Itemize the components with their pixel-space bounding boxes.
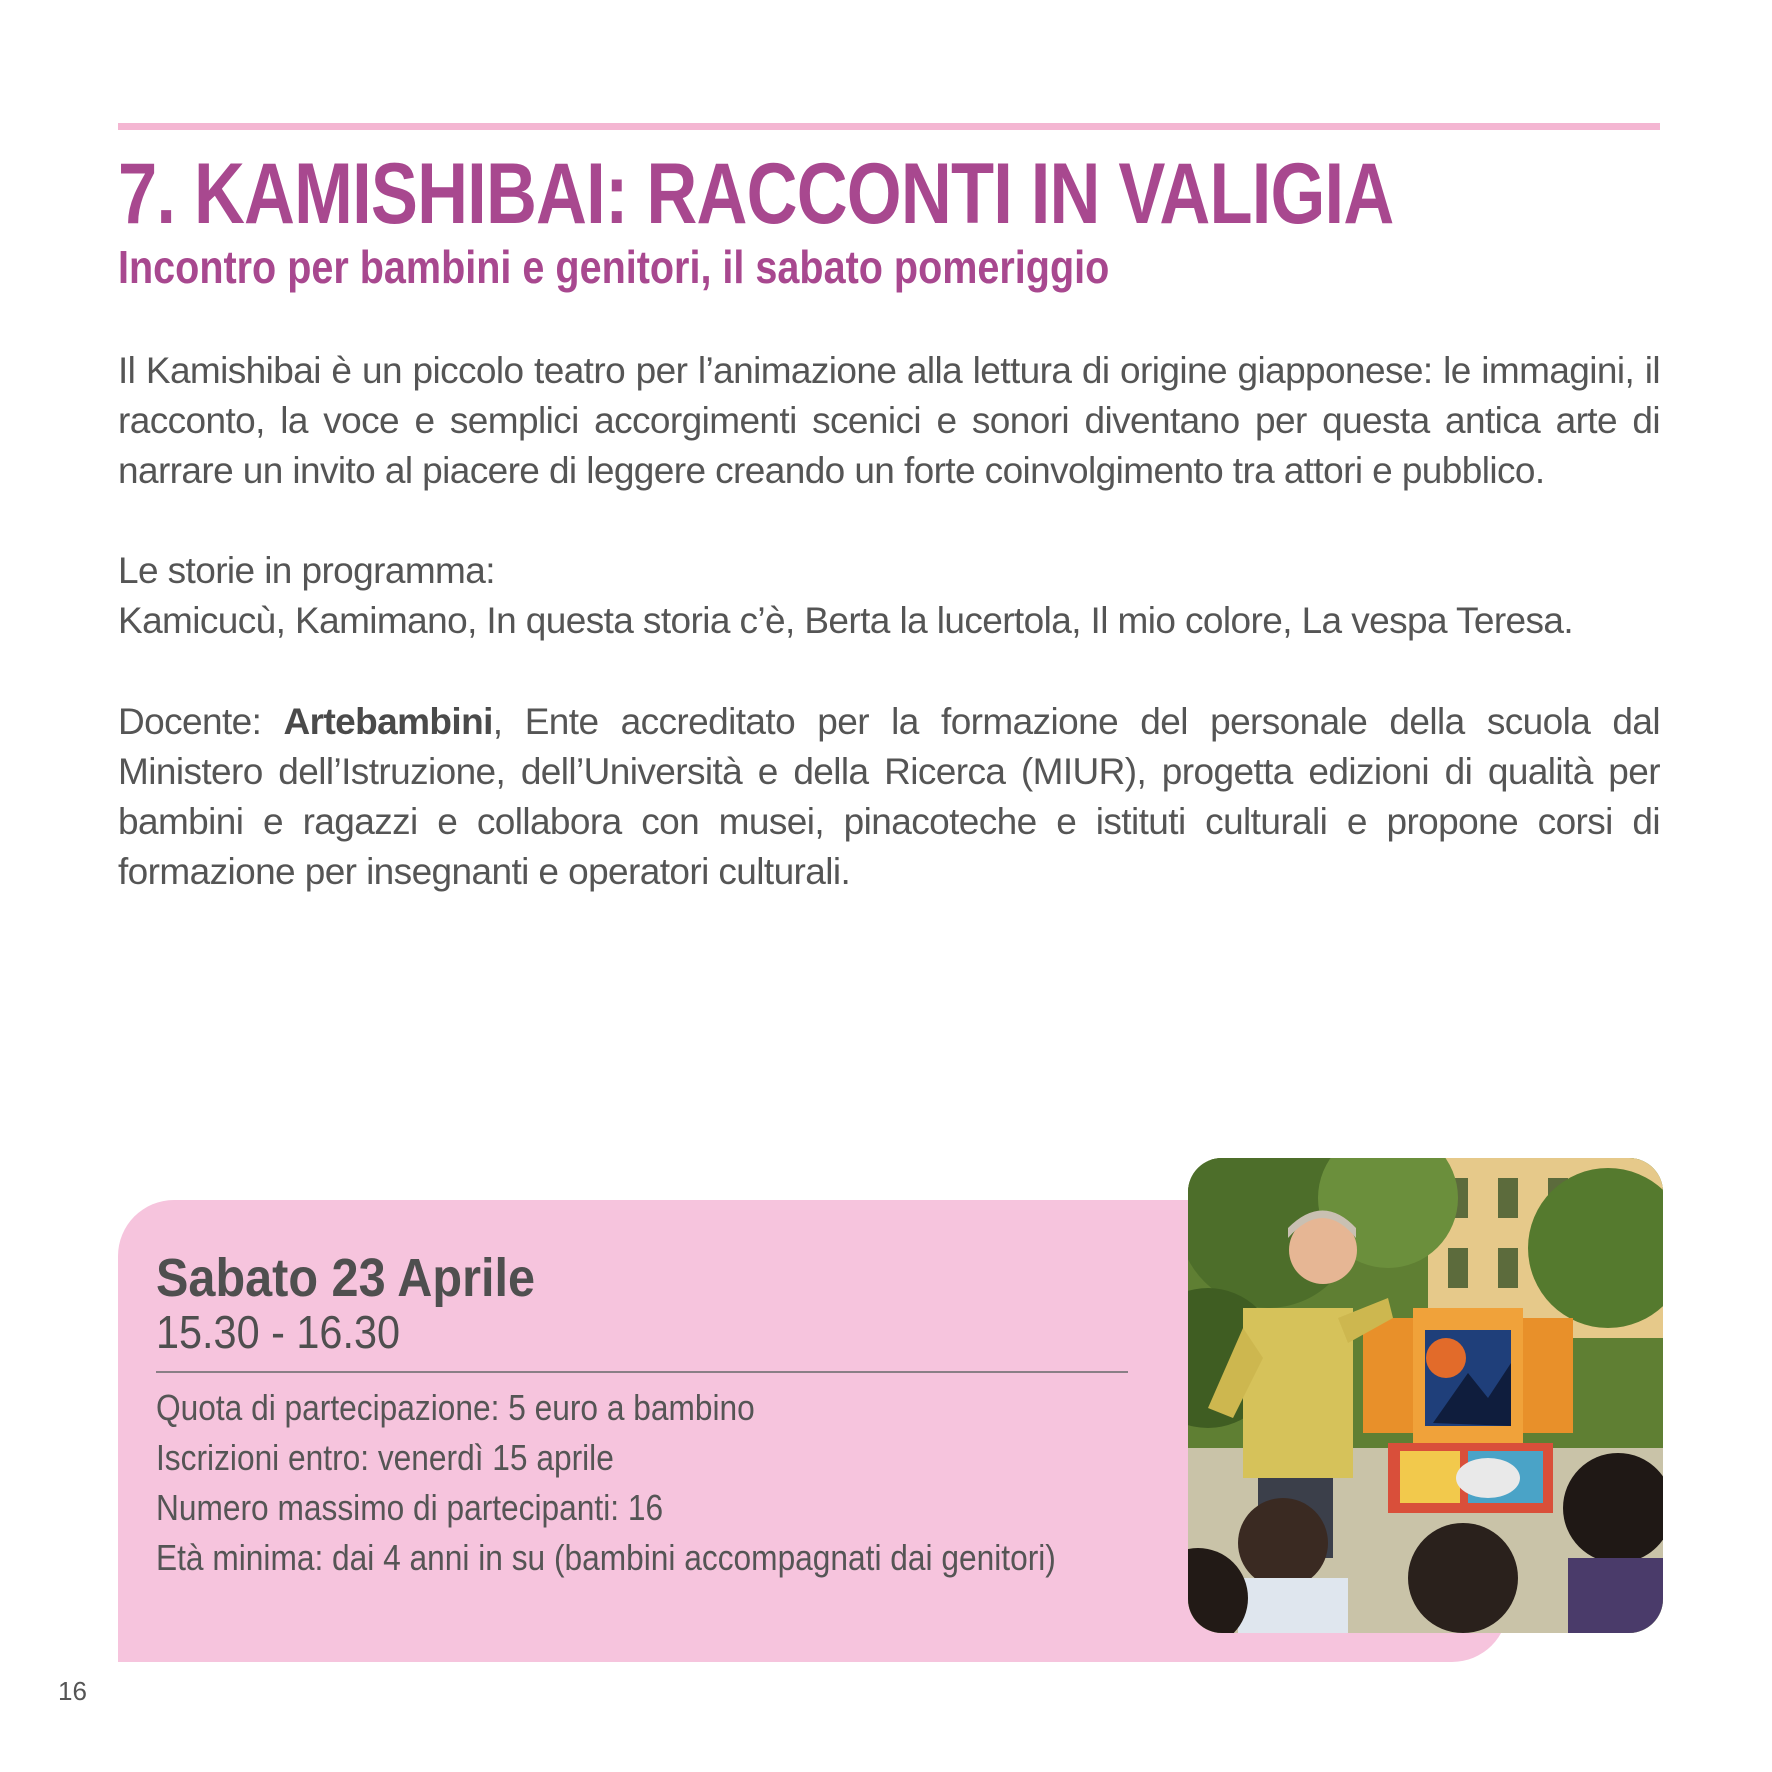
page-number: 16 bbox=[58, 1676, 87, 1706]
event-divider bbox=[156, 1371, 1128, 1373]
event-detail-registration: Iscrizioni entro: venerdì 15 aprile bbox=[156, 1437, 614, 1478]
teacher-paragraph bbox=[118, 697, 1660, 897]
page-title: 7. KAMISHIBAI: RACCONTI IN VALIGIA bbox=[118, 146, 1394, 242]
event-details bbox=[156, 1383, 1179, 1583]
teacher-prefix: Docente: bbox=[118, 701, 284, 742]
event-time: 15.30 - 16.30 bbox=[156, 1306, 400, 1358]
event-detail-fee: Quota di partecipazione: 5 euro a bambino bbox=[156, 1387, 755, 1428]
top-divider bbox=[118, 123, 1660, 130]
teacher-description: , Ente accreditato per la formazione del personale della scuola dal Ministero dell’Istruzione, dell’Università e della Ricerca (MIUR), progetta edizioni di qualità per bambini e ragazzi e collabora con musei, pinacoteche e istituti culturali e propone corsi di formazione per insegnanti e operatori culturali. bbox=[118, 701, 1660, 892]
event-date: Sabato 23 Aprile bbox=[156, 1248, 536, 1308]
page-subtitle: Incontro per bambini e genitori, il sabato pomeriggio bbox=[118, 241, 1110, 293]
stories-list: Kamicucù, Kamimano, In questa storia c’è, Berta la lucertola, Il mio colore, La vespa Teresa. bbox=[118, 600, 1574, 641]
event-photo bbox=[1188, 1158, 1663, 1633]
event-detail-min-age: Età minima: dai 4 anni in su (bambini accompagnati dai genitori) bbox=[156, 1537, 1056, 1578]
intro-paragraph: Il Kamishibai è un piccolo teatro per l’animazione alla lettura di origine giapponese: le immagini, il racconto, la voce e semplici accorgimenti scenici e sonori diventano per questa antica arte di narrare un invito al piacere di leggere creando un forte coinvolgimento tra attori e pubblico. bbox=[118, 350, 1660, 491]
teacher-name: Artebambini bbox=[283, 701, 493, 742]
stories-paragraph bbox=[118, 546, 1660, 646]
event-detail-max-participants: Numero massimo di partecipanti: 16 bbox=[156, 1487, 664, 1528]
stories-label: Le storie in programma: bbox=[118, 550, 495, 591]
